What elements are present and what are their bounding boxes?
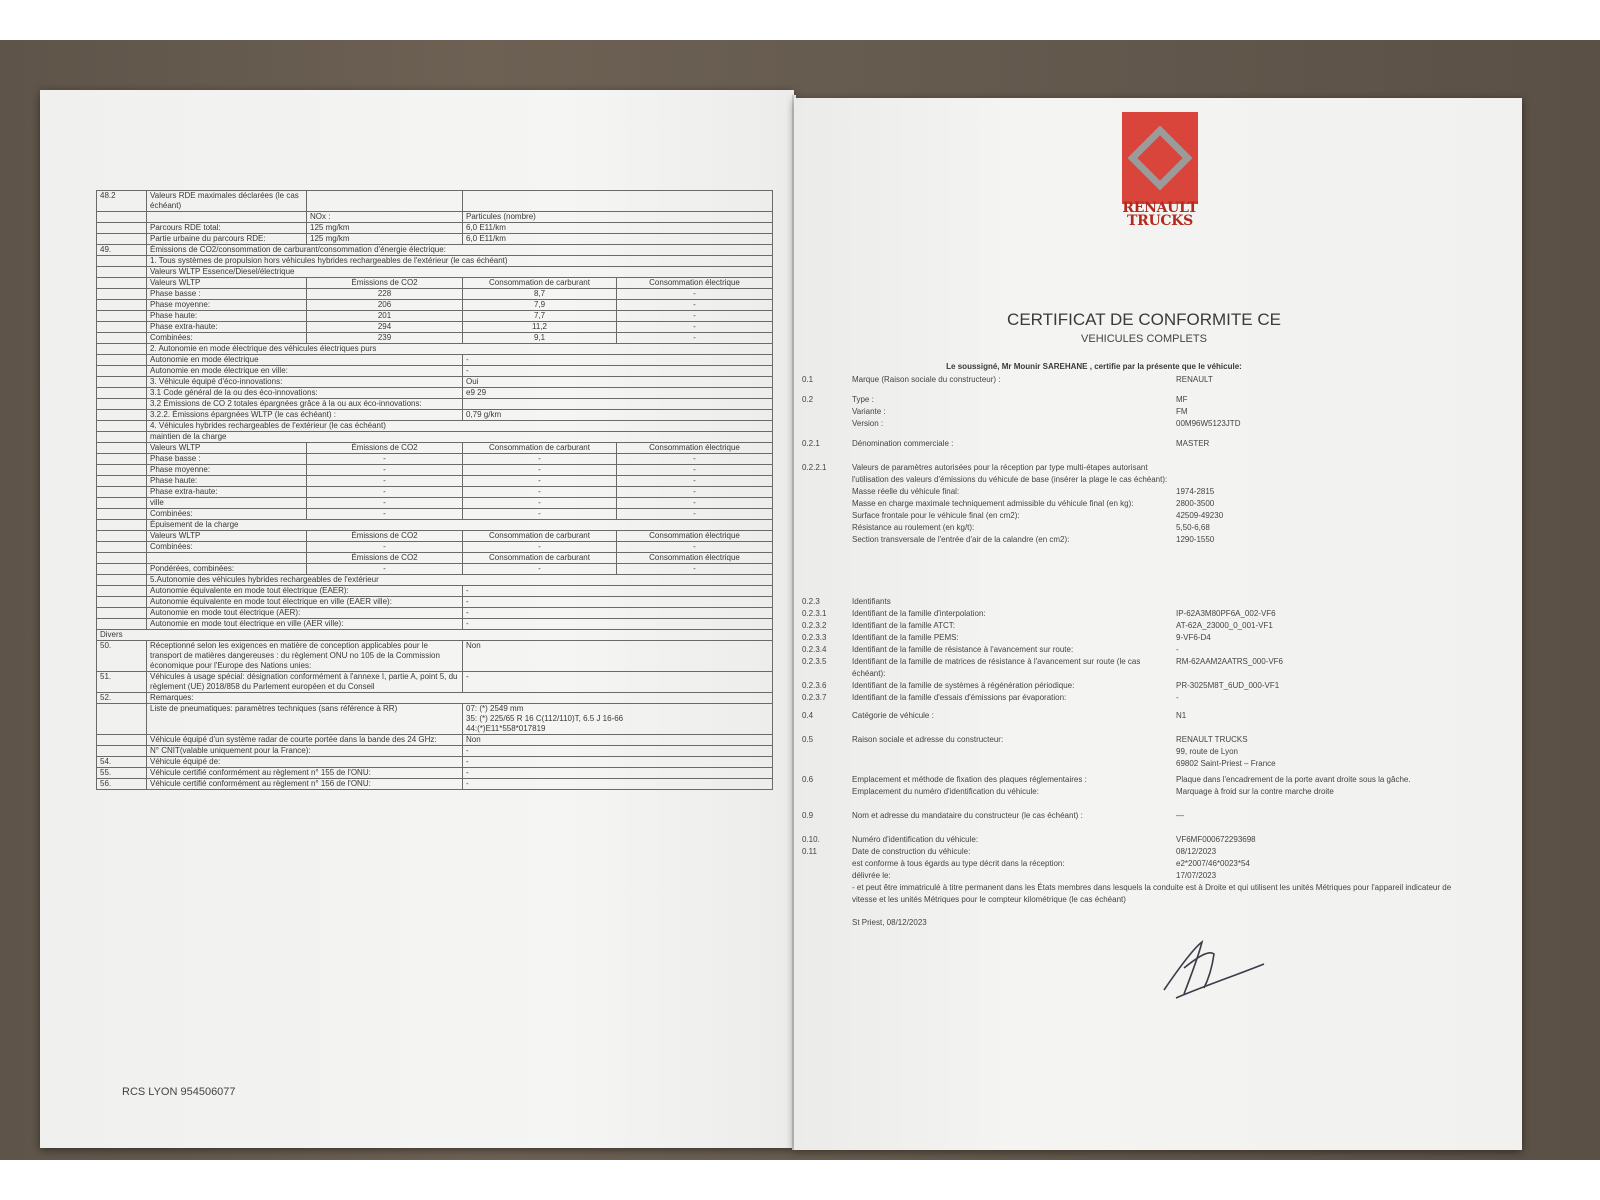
table-cell: Consommation électrique [617, 443, 773, 454]
table-row [97, 366, 773, 377]
table-row [97, 289, 773, 300]
table-cell [97, 278, 147, 289]
table-cell: 9,1 [463, 333, 617, 344]
table-cell: 125 mg/km [307, 234, 463, 245]
table-cell: - [463, 619, 773, 630]
place-date: St Priest, 08/12/2023 [852, 918, 927, 927]
table-cell: 7,7 [463, 311, 617, 322]
table-cell [97, 443, 147, 454]
certificate-field-row [802, 438, 1502, 450]
certificate-subtitle: VEHICULES COMPLETS [1081, 333, 1207, 345]
table-cell: - [463, 465, 617, 476]
table-row [97, 619, 773, 630]
certificate-field-row [802, 810, 1502, 822]
table-cell [97, 344, 147, 355]
rcs-registration: RCS LYON 954506077 [122, 1086, 236, 1098]
certificate-field-row [802, 374, 1502, 386]
table-cell: - [307, 454, 463, 465]
table-cell [97, 267, 147, 278]
table-row [97, 410, 773, 421]
table-row [97, 630, 773, 641]
table-cell: Valeurs RDE maximales déclarées (le cas échéant) [147, 191, 307, 212]
table-cell: - [463, 757, 773, 768]
table-cell: Épuisement de la charge [147, 520, 773, 531]
table-cell: - [463, 586, 773, 597]
table-cell: Autonomie en mode tout électrique (AER): [147, 608, 463, 619]
table-cell: - [617, 322, 773, 333]
table-cell: 6,0 E11/km [463, 234, 773, 245]
table-row [97, 735, 773, 746]
table-cell: - [463, 672, 773, 693]
table-cell: 8,7 [463, 289, 617, 300]
field-number: 0.1 [802, 375, 814, 384]
table-cell: - [307, 542, 463, 553]
table-cell: - [307, 509, 463, 520]
table-cell: 7,9 [463, 300, 617, 311]
field-value: N1 [1176, 711, 1187, 720]
table-cell: Consommation électrique [617, 553, 773, 564]
table-cell [97, 322, 147, 333]
field-number: 0.2.1 [802, 439, 820, 448]
table-cell [97, 498, 147, 509]
table-cell: 56. [97, 779, 147, 790]
field-label: Identifiants Identifiant de la famille d'interpolation: Identifiant de la famille ATCT: Identifiant de la famille PEMS: Identifiant de la famille de résistance à l'avancement sur route: Identifiant de la famille de matrices de résistance à l'avancement sur route (le cas échéant): Identifiant de la famille de systèmes à régénération périodique: Identifiant de la famille d'essais d'émissions par évaporation: [852, 597, 1141, 702]
table-cell [97, 735, 147, 746]
table-cell: - [617, 564, 773, 575]
certificate-field-row [802, 734, 1502, 770]
table-cell [97, 575, 147, 586]
field-value: RENAULT [1176, 375, 1213, 384]
field-number: 0.5 [802, 735, 814, 744]
table-cell: Remarques: [147, 693, 773, 704]
table-cell: Non [463, 641, 773, 672]
table-cell [97, 355, 147, 366]
table-row [97, 191, 773, 212]
field-value: VF6MF000672293698 08/12/2023 e2*2007/46*0023*54 17/07/2023 [1176, 835, 1256, 880]
table-cell [97, 366, 147, 377]
table-cell: 07: (*) 2549 mm 35: (*) 225/65 R 16 C(112/110)T, 6.5 J 16-66 44:(*)E11*558*017819 [463, 704, 773, 735]
table-row [97, 586, 773, 597]
table-cell [97, 586, 147, 597]
table-cell: N° CNIT(valable uniquement pour la France): [147, 746, 463, 757]
table-cell: - [617, 498, 773, 509]
table-row [97, 212, 773, 223]
table-cell: Liste de pneumatiques: paramètres techniques (sans référence à RR) [147, 704, 463, 735]
field-number: 0.6 [802, 775, 814, 784]
field-number: 0.9 [802, 811, 814, 820]
table-cell: 11,2 [463, 322, 617, 333]
table-cell: - [463, 564, 617, 575]
table-cell: Pondérées, combinées: [147, 564, 307, 575]
field-label: Nom et adresse du mandataire du constructeur (le cas échéant) : [852, 811, 1083, 820]
table-cell: 48.2 [97, 191, 147, 212]
table-cell [97, 564, 147, 575]
table-cell [97, 542, 147, 553]
table-cell: 228 [307, 289, 463, 300]
table-cell: Émissions de CO2/consommation de carburant/consommation d'énergie électrique: [147, 245, 773, 256]
table-cell: Phase moyenne: [147, 465, 307, 476]
table-cell [147, 212, 307, 223]
table-cell: Partie urbaine du parcours RDE: [147, 234, 307, 245]
table-cell: Véhicule équipé d'un système radar de courte portée dans la bande des 24 GHz: [147, 735, 463, 746]
field-label: Emplacement et méthode de fixation des plaques réglementaires : Emplacement du numéro d'identification du véhicule: [852, 775, 1087, 796]
table-cell: ville [147, 498, 307, 509]
field-number: 0.4 [802, 711, 814, 720]
table-row [97, 693, 773, 704]
table-cell: 52. [97, 693, 147, 704]
field-value: MASTER [1176, 439, 1210, 448]
table-row [97, 704, 773, 735]
table-cell: 6,0 E11/km [463, 223, 773, 234]
table-row [97, 575, 773, 586]
table-cell: Valeurs WLTP [147, 443, 307, 454]
table-cell: Divers [97, 630, 773, 641]
field-value: 1974-2815 2800-3500 42509-49230 5,50-6,68 1290-1550 [1176, 487, 1224, 544]
table-cell: Émissions de CO2 [307, 443, 463, 454]
table-row [97, 509, 773, 520]
table-cell [97, 399, 147, 410]
table-cell: Autonomie en mode électrique en ville: [147, 366, 463, 377]
table-cell: Émissions de CO2 [307, 531, 463, 542]
table-cell: - [463, 746, 773, 757]
table-cell: Combinées: [147, 509, 307, 520]
table-cell: Valeurs WLTP [147, 531, 307, 542]
table-cell [97, 487, 147, 498]
field-number: 0.2 [802, 395, 814, 404]
table-cell: maintien de la charge [147, 432, 773, 443]
table-row [97, 498, 773, 509]
table-cell [97, 289, 147, 300]
table-cell [307, 191, 463, 212]
table-cell [97, 597, 147, 608]
table-cell: 125 mg/km [307, 223, 463, 234]
table-row [97, 542, 773, 553]
table-cell: Phase basse : [147, 454, 307, 465]
table-row [97, 597, 773, 608]
table-cell: - [617, 333, 773, 344]
table-cell: Particules (nombre) [463, 212, 773, 223]
table-cell: Consommation de carburant [463, 443, 617, 454]
table-cell: Consommation de carburant [463, 531, 617, 542]
table-cell [97, 704, 147, 735]
table-row [97, 267, 773, 278]
table-row [97, 300, 773, 311]
table-cell: 0,79 g/km [463, 410, 773, 421]
table-cell [97, 531, 147, 542]
table-row [97, 746, 773, 757]
table-row [97, 454, 773, 465]
table-cell: Émissions de CO2 [307, 553, 463, 564]
table-row [97, 355, 773, 366]
table-cell: Autonomie équivalente en mode tout électrique en ville (EAER ville): [147, 597, 463, 608]
certificate-right-page [794, 98, 1522, 1150]
table-cell: Phase haute: [147, 311, 307, 322]
table-cell: Phase moyenne: [147, 300, 307, 311]
table-cell: NOx : [307, 212, 463, 223]
table-cell: - [617, 289, 773, 300]
table-cell [97, 465, 147, 476]
table-cell: Valeurs WLTP [147, 278, 307, 289]
table-cell: 3.2 Émissions de CO 2 totales épargnées grâce à la ou aux éco-innovations: [147, 399, 463, 410]
table-row [97, 344, 773, 355]
table-cell: Valeurs WLTP Essence/Diesel/électrique [147, 267, 773, 278]
table-cell [97, 476, 147, 487]
table-cell: Consommation de carburant [463, 278, 617, 289]
table-cell: 50. [97, 641, 147, 672]
table-row [97, 322, 773, 333]
signature [1154, 928, 1274, 1008]
table-cell: Combinées: [147, 333, 307, 344]
table-row [97, 476, 773, 487]
table-cell: Consommation de carburant [463, 553, 617, 564]
table-cell: - [617, 454, 773, 465]
field-label: Dénomination commerciale : [852, 439, 954, 448]
certificate-field-row [802, 462, 1502, 572]
table-cell: Autonomie en mode tout électrique en ville (AER ville): [147, 619, 463, 630]
table-cell [97, 520, 147, 531]
certificate-field-row [802, 834, 1502, 910]
table-cell: 201 [307, 311, 463, 322]
table-cell: Phase haute: [147, 476, 307, 487]
table-cell [97, 608, 147, 619]
field-value: Plaque dans l'encadrement de la porte avant droite sous la gâche. Marquage à froid sur la contre marche droite [1176, 775, 1411, 796]
table-cell [97, 300, 147, 311]
table-cell: 3.1 Code général de la ou des éco-innovations: [147, 388, 463, 399]
table-cell: - [307, 476, 463, 487]
certificate-field-row [802, 774, 1502, 798]
table-row [97, 487, 773, 498]
table-cell [97, 212, 147, 223]
table-cell: 1. Tous systèmes de propulsion hors véhicules hybrides rechargeables de l'extérieur (le cas échéant) [147, 256, 773, 267]
table-cell [97, 619, 147, 630]
field-value: MF FM 00M96W5123JTD [1176, 395, 1241, 428]
table-cell: - [463, 542, 617, 553]
field-label: Catégorie de véhicule : [852, 711, 934, 720]
table-row [97, 223, 773, 234]
field-label: Type : Variante : Version : [852, 395, 886, 428]
table-row [97, 432, 773, 443]
table-cell: - [617, 487, 773, 498]
table-cell: Véhicule équipé de: [147, 757, 463, 768]
field-number: 0.2.3 0.2.3.1 0.2.3.2 0.2.3.3 0.2.3.4 0.2.3.5 0.2.3.6 0.2.3.7 [802, 597, 827, 702]
table-cell: 2. Autonomie en mode électrique des véhicules électriques purs [147, 344, 773, 355]
table-cell: - [463, 597, 773, 608]
table-cell: Consommation électrique [617, 278, 773, 289]
table-cell: 49. [97, 245, 147, 256]
table-cell [463, 191, 773, 212]
table-cell [97, 454, 147, 465]
table-cell: - [463, 355, 773, 366]
table-cell: Véhicule certifié conformément au règlement n° 156 de l'ONU: [147, 779, 463, 790]
table-cell: - [463, 366, 773, 377]
table-row [97, 520, 773, 531]
field-label: Numéro d'identification du véhicule: Date de construction du véhicule: est conforme à tous égards au type décrit dans la réception: délivrée le: - et peut être immatriculé à titre permanent dans les États membres dans lesquels la conduite est à Droite et qui utilisent les unités Métriques pour l'appareil indicateur de vitesse et les unités Métriques pour le compteur kilométrique (le cas échéant) [852, 835, 1452, 904]
table-row [97, 531, 773, 542]
table-cell: Autonomie en mode électrique [147, 355, 463, 366]
table-row [97, 333, 773, 344]
renault-diamond-icon [1127, 125, 1192, 190]
table-cell: Oui [463, 377, 773, 388]
table-cell: - [463, 509, 617, 520]
table-row [97, 421, 773, 432]
table-row [97, 564, 773, 575]
table-cell [97, 553, 147, 564]
table-cell: - [307, 465, 463, 476]
field-label: Raison sociale et adresse du constructeur: [852, 735, 1004, 744]
table-cell [97, 311, 147, 322]
table-row [97, 388, 773, 399]
table-cell: Véhicules à usage spécial: désignation conformément à l'annexe I, partie A, point 5, du règlement (UE) 2018/858 du Parlement européen et du Conseil [147, 672, 463, 693]
table-cell: - [307, 498, 463, 509]
certificate-field-row [802, 596, 1502, 702]
field-value: — [1176, 811, 1184, 820]
table-cell: - [617, 300, 773, 311]
table-cell: - [307, 564, 463, 575]
table-cell [147, 553, 307, 564]
table-cell [97, 256, 147, 267]
table-row [97, 234, 773, 245]
table-cell: Consommation électrique [617, 531, 773, 542]
table-row [97, 278, 773, 289]
table-cell: - [463, 608, 773, 619]
specifications-table [96, 190, 773, 790]
table-cell [97, 333, 147, 344]
certificate-field-row [802, 710, 1502, 722]
field-label: Valeurs de paramètres autorisées pour la réception par type multi-étapes autorisant l'utilisation des valeurs d'émissions du véhicule de base (insérer la plage le cas échéant): Masse réelle du véhicule final: Masse en charge maximale techniquement admissible du véhicule final (en kg): Surface frontale pour le véhicule final (en cm2): Résistance au roulement (en kg/t): Section transversale de l'entrée d'air de la calandre (en cm2): [852, 463, 1168, 544]
table-row [97, 377, 773, 388]
field-number: 0.10. 0.11 [802, 835, 820, 856]
table-cell: - [617, 476, 773, 487]
table-cell: - [463, 454, 617, 465]
table-row [97, 641, 773, 672]
field-value: IP-62A3M80PF6A_002-VF6 AT-62A_23000_0_001-VF1 9-VF6-D4 - RM-62AAM2AATRS_000-VF6 PR-3025M8T_6UD_000-VF1 - [1176, 609, 1283, 702]
table-cell [97, 388, 147, 399]
table-row [97, 465, 773, 476]
table-cell: 54. [97, 757, 147, 768]
table-cell: Véhicule certifié conformément au règlement n° 155 de l'ONU: [147, 768, 463, 779]
table-cell [97, 377, 147, 388]
table-cell: - [463, 476, 617, 487]
renault-logo [1122, 112, 1198, 204]
table-cell: e9 29 [463, 388, 773, 399]
table-row [97, 768, 773, 779]
table-cell: Phase extra-haute: [147, 322, 307, 333]
table-cell: 294 [307, 322, 463, 333]
table-cell [97, 234, 147, 245]
table-cell: 55. [97, 768, 147, 779]
table-cell: 206 [307, 300, 463, 311]
table-cell: Autonomie équivalente en mode tout électrique (EAER): [147, 586, 463, 597]
table-cell [97, 432, 147, 443]
table-cell: - [463, 768, 773, 779]
table-cell: - [463, 779, 773, 790]
table-cell [463, 399, 773, 410]
certificate-intro: Le soussigné, Mr Mounir SAREHANE , certifie par la présente que le véhicule: [946, 362, 1242, 371]
table-cell: 239 [307, 333, 463, 344]
table-cell: 3. Véhicule équipé d'éco-innovations: [147, 377, 463, 388]
table-cell: - [617, 509, 773, 520]
table-cell: Non [463, 735, 773, 746]
table-cell [97, 746, 147, 757]
certificate-field-row [802, 394, 1502, 430]
table-cell: Phase extra-haute: [147, 487, 307, 498]
table-cell: - [463, 487, 617, 498]
table-cell [97, 421, 147, 432]
table-cell: - [617, 311, 773, 322]
field-value: RENAULT TRUCKS 99, route de Lyon 69802 Saint-Priest – France [1176, 735, 1276, 768]
table-cell: Phase basse : [147, 289, 307, 300]
logo-wordmark: RENAULT TRUCKS [1122, 200, 1198, 229]
table-cell: - [463, 498, 617, 509]
table-cell [97, 410, 147, 421]
table-cell: - [307, 487, 463, 498]
table-row [97, 245, 773, 256]
table-row [97, 311, 773, 322]
table-row [97, 672, 773, 693]
table-cell: Parcours RDE total: [147, 223, 307, 234]
table-cell: Émissions de CO2 [307, 278, 463, 289]
table-cell: Réceptionné selon les exigences en matière de conception applicables pour le transport de matières dangereuses : du règlement ONU no 105 de la Commission économique pour l'Europe des Nations unies: [147, 641, 463, 672]
table-cell [97, 223, 147, 234]
table-row [97, 399, 773, 410]
table-row [97, 779, 773, 790]
table-cell: - [617, 542, 773, 553]
table-cell: 3.2.2. Émissions épargnées WLTP (le cas échéant) : [147, 410, 463, 421]
table-row [97, 256, 773, 267]
table-cell: 5.Autonomie des véhicules hybrides rechargeables de l'extérieur [147, 575, 773, 586]
table-row [97, 608, 773, 619]
certificate-title: CERTIFICAT DE CONFORMITE CE [1007, 310, 1281, 329]
certificate-left-page [40, 90, 794, 1148]
table-cell: - [617, 465, 773, 476]
table-cell: 51. [97, 672, 147, 693]
field-label: Marque (Raison sociale du constructeur) : [852, 375, 1001, 384]
table-row [97, 553, 773, 564]
table-cell [97, 509, 147, 520]
table-row [97, 757, 773, 768]
table-cell: 4. Véhicules hybrides rechargeables de l'extérieur (le cas échéant) [147, 421, 773, 432]
table-cell: Combinées: [147, 542, 307, 553]
field-number: 0.2.2.1 [802, 463, 827, 472]
table-row [97, 443, 773, 454]
